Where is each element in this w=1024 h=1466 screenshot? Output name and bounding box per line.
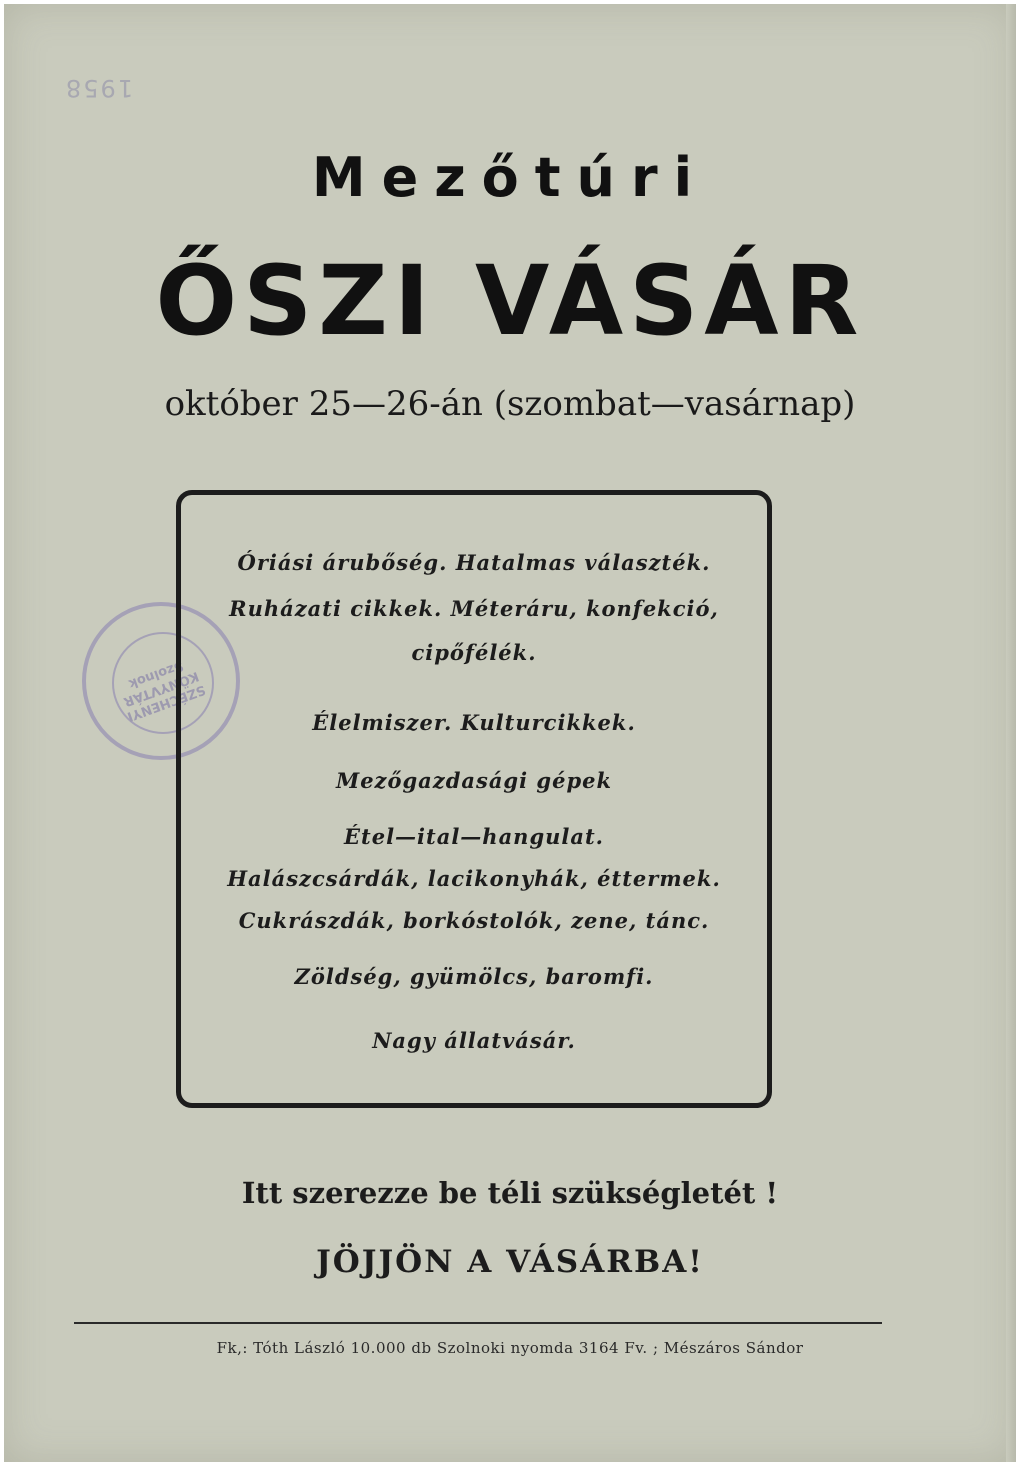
- offer-line: cipőfélék.: [411, 640, 537, 665]
- offer-line: Ruházati cikkek. Méteráru, konfekció,: [229, 596, 719, 621]
- library-stamp-text: SZÉCHENYI KÖNYVTÁR Szolnok: [121, 657, 208, 724]
- printer-imprint: Fk,: Tóth László 10.000 db Szolnoki nyomda 3164 Fv. ; Mészáros Sándor: [216, 1339, 804, 1357]
- poster-town-title: Mezőtúri: [311, 146, 709, 209]
- offer-line: Élelmiszer. Kulturcikkek.: [312, 710, 636, 735]
- offer-box: [176, 490, 772, 1108]
- offer-line: Mezőgazdasági gépek: [335, 768, 613, 793]
- poster-call-to-action: JÖJJÖN A VÁSÁRBA!: [316, 1244, 704, 1280]
- archive-number-mark: 1958: [64, 74, 134, 102]
- offer-line: Nagy állatvásár.: [372, 1028, 576, 1053]
- offer-line: Óriási árubőség. Hatalmas választék.: [237, 550, 711, 575]
- footer-divider: [74, 1322, 882, 1324]
- offer-line: Étel—ital—hangulat.: [344, 824, 604, 849]
- offer-line: Halászcsárdák, lacikonyhák, éttermek.: [227, 866, 721, 891]
- poster-tagline: Itt szerezze be téli szükségletét !: [241, 1176, 779, 1210]
- offer-line: Zöldség, gyümölcs, baromfi.: [294, 964, 654, 989]
- poster-sheet: [4, 4, 1016, 1462]
- poster-dates: október 25—26-án (szombat—vasárnap): [164, 384, 856, 424]
- offer-line: Cukrászdák, borkóstolók, zene, tánc.: [238, 908, 710, 933]
- poster-main-title: ŐSZI VÁSÁR: [155, 245, 865, 357]
